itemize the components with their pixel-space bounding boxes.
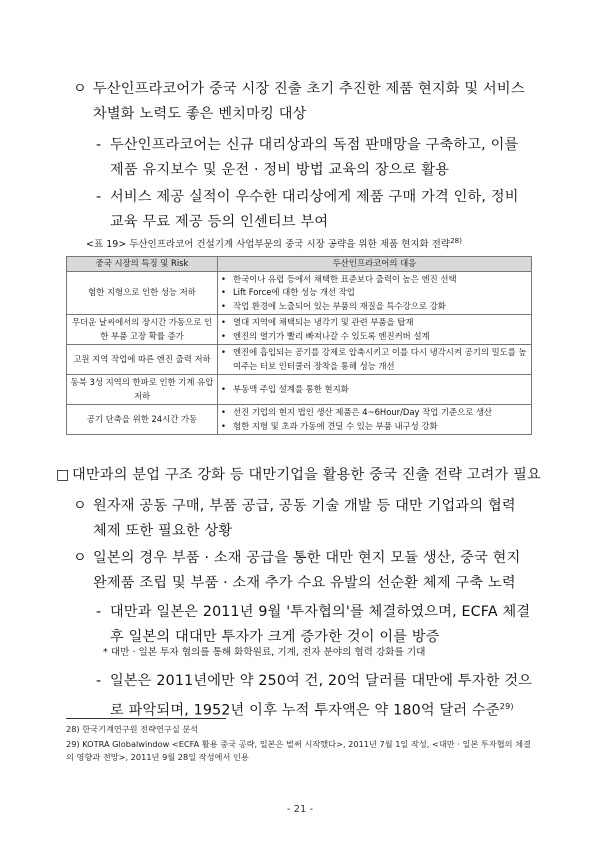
bullet-item-benchmark <box>73 77 533 127</box>
dash-bullet-icon: - <box>96 137 102 153</box>
circle-bullet-icon: ㅇ <box>73 81 87 97</box>
risk-cell: 동북 3성 지역의 한파로 인한 기계 유압 저하 <box>67 375 218 405</box>
dash-text: 일본은 2011년에만 약 250여 건, 20억 달러를 대만에 투자한 것으로 파악되며, 1952년 이후 누적 투자액은 약 180억 달러 수준 <box>110 673 533 719</box>
footnote-ref-28: 28) <box>450 236 463 245</box>
response-cell <box>218 315 532 345</box>
star-icon: * <box>103 647 108 658</box>
response-item: • 한국이나 유럽 등에서 채택한 표준보다 출력이 높은 엔진 선택 <box>221 273 528 287</box>
section-heading-text: 대만과의 분업 구조 강화 등 대만기업을 활용한 중국 진출 전략 고려가 필요 <box>72 467 541 483</box>
footnote-divider <box>66 718 226 719</box>
localization-strategy-table <box>66 256 532 435</box>
footnote-ref-29: 29) <box>499 702 514 711</box>
risk-cell: 공기 단축을 위한 24시간 가동 <box>67 405 218 435</box>
response-cell <box>218 345 532 375</box>
bullet-text: 일본의 경우 부품 · 소재 공급을 통한 대만 현지 모듈 생산, 중국 현지 완제품 조립 및 부품 · 소재 추가 수요 유발의 선순환 체제 구축 노력 <box>93 550 521 591</box>
risk-cell: 고원 지역 작업에 따른 엔진 출력 저하 <box>67 345 218 375</box>
footnote-29: 29) KOTRA Globalwindow <ECFA 활용 중국 공략, 일본은 벌써 시작했다>, 2011년 7월 1일 작성, <대만 · 일본 투자협의 체결의 영향과 전망>, 2011년 9월 28일 작성에서 인용 <box>66 739 531 762</box>
dash-bullet-icon: - <box>96 189 102 205</box>
response-item: • 엔진의 열기가 빨리 빠져나갈 수 있도록 엔진커버 설계 <box>221 330 528 344</box>
section-heading-taiwan <box>56 463 542 488</box>
circle-bullet-icon: ㅇ <box>73 550 87 566</box>
response-cell <box>218 271 532 315</box>
table-caption-text: <표 19> 두산인프라코어 건설기계 사업부문의 중국 시장 공략을 위한 제품 현지화 전략 <box>86 239 451 250</box>
table-caption <box>86 236 462 250</box>
dash-text: 대만과 일본은 2011년 9월 '투자협의'를 체결하였으며, ECFA 체결 후 일본의 대대만 투자가 크게 증가한 것이 이를 방증 <box>110 604 531 645</box>
response-item: • 엔진에 흡입되는 공기를 강제로 압축시키고 이를 다시 냉각시켜 공기의 밀도를 높여주는 터보 인터쿨러 장착을 통해 성능 개선 <box>221 346 528 373</box>
dash-bullet-icon: - <box>96 604 102 620</box>
response-item: • 험한 지형 및 초과 가동에 견딜 수 있는 부품 내구성 강화 <box>221 420 528 434</box>
table-row <box>67 315 532 345</box>
bullet-text: 두산인프라코어가 중국 시장 진출 초기 추진한 제품 현지화 및 서비스 차별화 노력도 좋은 벤치마킹 대상 <box>93 81 525 122</box>
circle-bullet-icon: ㅇ <box>73 498 87 514</box>
note-text: 대만 · 일본 투자 협의를 통해 화학원료, 기계, 전자 분야의 협력 강화를 기대 <box>110 647 426 658</box>
square-bullet-icon: □ <box>56 467 70 483</box>
response-cell <box>218 375 532 405</box>
dash-text: 두산인프라코어는 신규 대리상과의 독점 판매망을 구축하고, 이를 제품 유지보수 및 운전 · 정비 방법 교육의 장으로 활용 <box>110 137 519 178</box>
table-row <box>67 405 532 435</box>
table-header-response: 두산인프라코어의 대응 <box>218 257 532 272</box>
bullet-item-cooperation <box>73 494 533 544</box>
response-item: • 부동액 주입 설계를 통한 현지화 <box>221 383 528 397</box>
page-number: - 21 - <box>286 804 314 815</box>
dash-item-japan-investment <box>96 669 535 724</box>
dash-text: 서비스 제공 실적이 우수한 대리상에게 제품 구매 가격 인하, 정비 교육 무료 제공 등의 인센티브 부여 <box>110 189 519 230</box>
table-header-risk: 중국 시장의 특징 및 Risk <box>67 257 218 272</box>
response-cell <box>218 405 532 435</box>
bullet-text: 원자재 공동 구매, 부품 공급, 공동 기술 개발 등 대만 기업과의 협력 체제 또한 필요한 상황 <box>93 498 516 539</box>
response-item: • 선진 기업의 현지 법인 생산 제품은 4~6Hour/Day 작업 기준으로 생산 <box>221 406 528 420</box>
dash-item-incentive <box>96 185 535 235</box>
dash-item-investment-agreement <box>96 600 535 650</box>
response-item: • 열대 지역에 채택되는 냉각기 및 관련 부품을 탑재 <box>221 316 528 330</box>
dash-item-dealer-network <box>96 133 535 183</box>
dash-bullet-icon: - <box>96 673 102 689</box>
risk-cell: 험한 지형으로 인한 성능 저하 <box>67 271 218 315</box>
star-note <box>103 646 425 660</box>
risk-cell: 무더운 날씨에서의 장시간 가동으로 인한 부품 고장 확률 증가 <box>67 315 218 345</box>
footnote-28: 28) 한국기계연구원 전략연구실 분석 <box>66 724 199 734</box>
table-row <box>67 345 532 375</box>
table-header-row <box>67 257 532 272</box>
response-item: • Lift Force에 대한 성능 개선 작업 <box>221 286 528 300</box>
table-row <box>67 375 532 405</box>
response-item: • 작업 환경에 노출되어 있는 부품의 재질을 특수강으로 강화 <box>221 300 528 314</box>
bullet-item-japan-case <box>73 546 533 596</box>
table-row <box>67 271 532 315</box>
